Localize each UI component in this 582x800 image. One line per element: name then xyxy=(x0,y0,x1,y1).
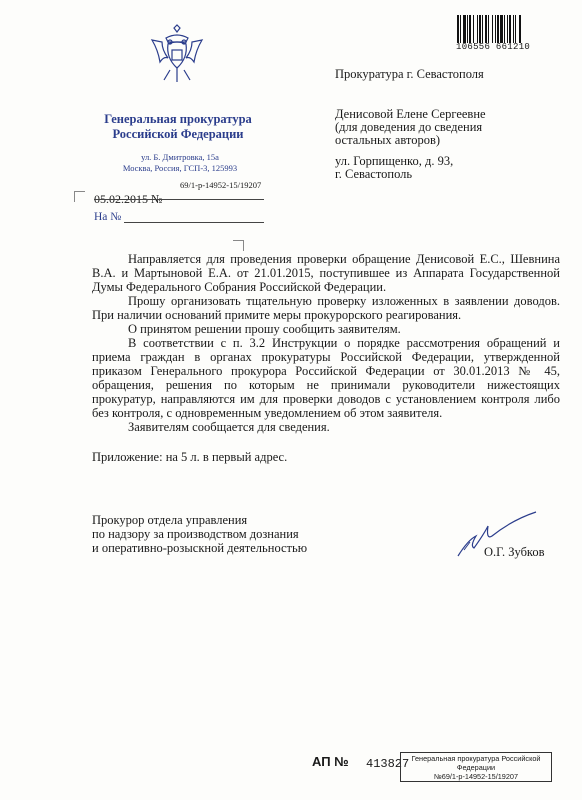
paragraph-2: Прошу организовать тщательную проверку изложенных в заявлении доводов. При наличии оснований примите меры прокурорского реагирования. xyxy=(92,294,560,322)
barcode-image xyxy=(456,15,559,43)
document-date: 05.02.2015 № xyxy=(94,192,163,206)
organization-address xyxy=(100,152,260,174)
reply-to-number-label: На № xyxy=(94,211,122,223)
stamp-line1: Генеральная прокуратура Российской xyxy=(411,754,541,763)
document-number: 69/1-р-14952-15/19207 xyxy=(180,180,262,190)
recipient-note-line1: (для доведения до сведения xyxy=(335,120,483,134)
date-underline xyxy=(94,199,264,200)
org-name-line2: Российской Федерации xyxy=(112,127,244,141)
paragraph-5: Заявителям сообщается для сведения. xyxy=(128,420,330,434)
recipient-name: Денисовой Елене Сергеевне xyxy=(335,107,486,121)
paragraph-4: В соответствии с п. 3.2 Инструкции о порядке рассмотрения обращений и приема граждан в органах прокуратуры Российской Федерации, утвержденной приказом Генерального прокурора Российской Федерации от 30.01.2013 № 45, обращения, решения по которым не принимали руководители нижестоящих прокуратур, направляются им для проверки доводов с установлением контроля либо без контроля, с одновременным уведомлением об этом заявителя. xyxy=(92,336,560,420)
registration-stamp xyxy=(400,752,552,782)
corner-mark-top-left xyxy=(74,191,85,202)
paragraph-1: Направляется для проведения проверки обращение Денисовой Е.С., Шевнина В.А. и Мартыновой Е.А. от 21.01.2015, поступившее из Аппарата Государственной Думы Федерального Собрания Российской Федерации. xyxy=(92,252,560,294)
letter-body xyxy=(92,252,560,464)
barcode-number: 106556 661210 xyxy=(456,42,531,52)
signatory-name: О.Г. Зубков xyxy=(484,545,545,559)
org-address-line1: ул. Б. Дмитровка, 15а xyxy=(141,152,219,162)
number-sign: № xyxy=(151,192,163,206)
signatory-title-line1: Прокурор отдела управления xyxy=(92,513,248,527)
attachment-note: Приложение: на 5 л. в первый адрес. xyxy=(92,450,288,464)
stamp-line3: №69/1-р-14952-15/19207 xyxy=(433,772,519,781)
stamp-line2: Федерации xyxy=(456,763,496,772)
corner-mark-top-right xyxy=(233,240,244,251)
coat-of-arms-emblem xyxy=(148,24,206,86)
signatory-title-line2: по надзору за производством дознания xyxy=(92,527,299,541)
recipient-street: ул. Горпищенко, д. 93, xyxy=(335,154,454,168)
org-address-line2: Москва, Россия, ГСП-3, 125993 xyxy=(122,163,238,173)
recipient-prosecutor-office: Прокуратура г. Севастополя xyxy=(335,67,484,81)
signatory-title xyxy=(92,513,307,555)
reply-to-underline xyxy=(124,222,264,223)
organization-name xyxy=(92,112,264,142)
ap-number-value: 413827 xyxy=(366,757,410,771)
recipient-person xyxy=(335,108,486,147)
org-name-line1: Генеральная прокуратура xyxy=(104,112,252,126)
ap-number-label: АП № xyxy=(312,754,349,769)
recipient-note-line2: остальных авторов) xyxy=(335,133,441,147)
recipient-address xyxy=(335,155,453,181)
recipient-city: г. Севастополь xyxy=(335,167,413,181)
paragraph-3: О принятом решении прошу сообщить заявителям. xyxy=(128,322,401,336)
signatory-title-line3: и оперативно-розыскной деятельностью xyxy=(92,541,308,555)
